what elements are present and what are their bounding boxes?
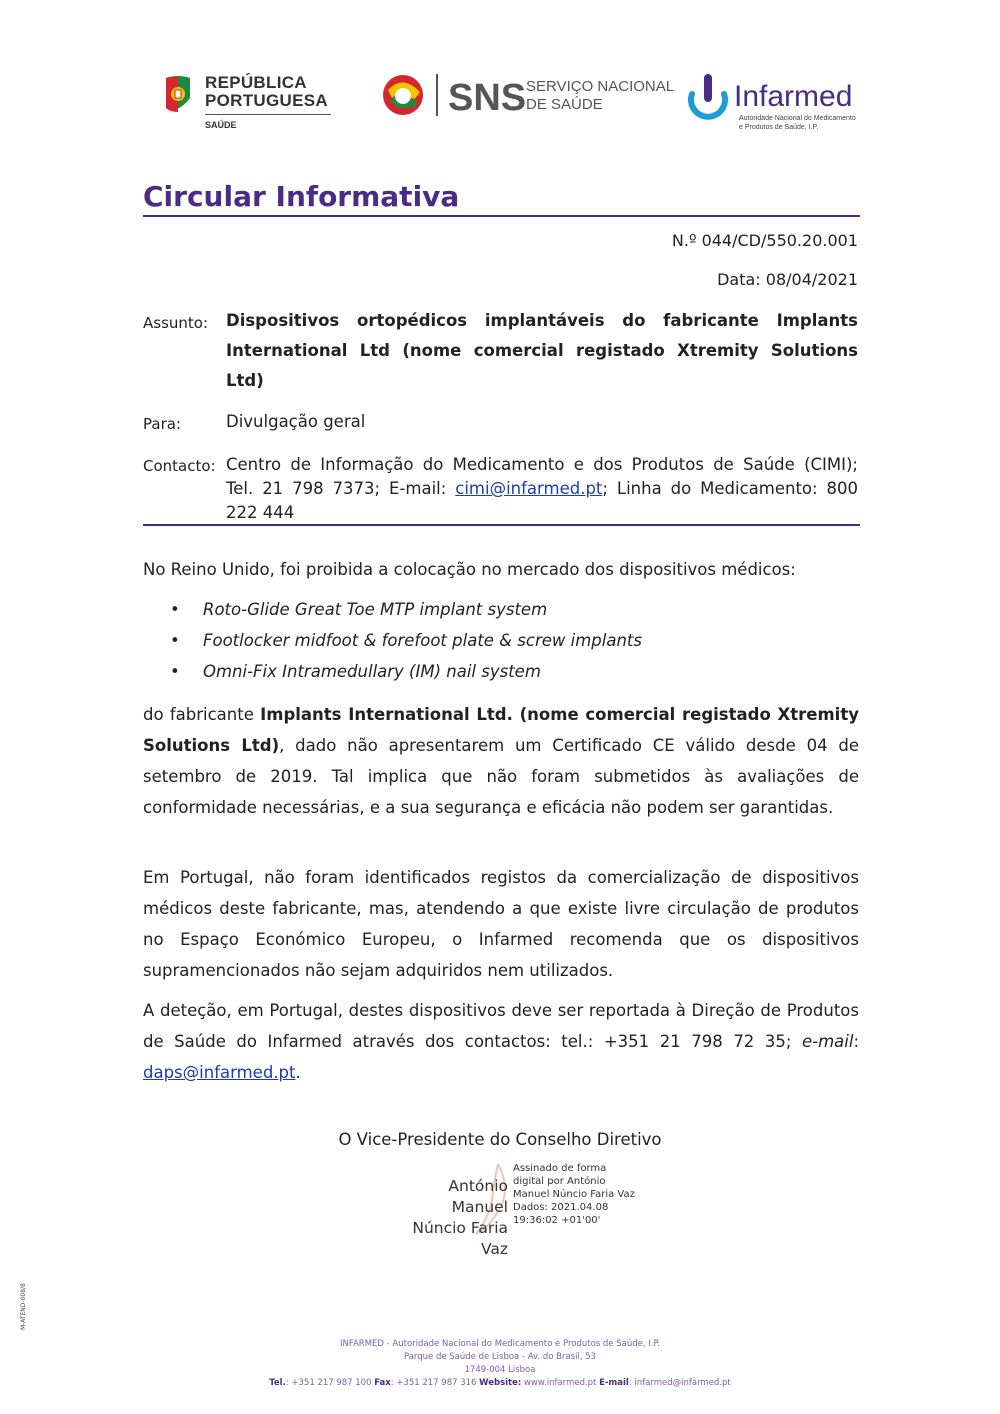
assunto-line2: International Ltd (nome comercial registado Xtremity Solutions	[226, 341, 858, 360]
rp-line1: REPÚBLICA	[205, 73, 307, 92]
sns-logo	[380, 70, 675, 120]
para-value: Divulgação geral	[226, 412, 366, 431]
assunto-line1: Dispositivos ortopédicos implantáveis do fabricante Implants	[226, 311, 858, 330]
cimi-email-link[interactable]: cimi@infarmed.pt	[455, 479, 603, 498]
title-divider	[143, 215, 860, 217]
infarmed-line2: e Produtos de Saúde, I.P.	[739, 124, 819, 131]
infarmed-logo	[688, 72, 868, 142]
manufacturer-paragraph: do fabricante Implants International Ltd. (nome comercial registado Xtremity Solutions Ltd), dado não apresentarem um Certificado CE válido desde 04 de setembro de 2019. Tal implica que não foram submetidos às avaliações de conformidade necessárias, e a sua segurança e eficácia não podem ser garantidas.	[143, 705, 859, 817]
republica-portuguesa-logo	[160, 72, 340, 134]
rp-line2: PORTUGUESA	[205, 91, 328, 110]
device-item: • Footlocker midfoot & forefoot plate & screw implants	[170, 625, 860, 656]
header-divider	[143, 524, 860, 526]
para-label: Para:	[143, 415, 181, 433]
footer-contacts: Tel.: +351 217 987 100 Fax: +351 217 987 316 Website: www.infarmed.pt E-mail: infarmed@infarmed.pt	[269, 1378, 731, 1388]
contacto-line2: Tel. 21 798 7373; E-mail: cimi@infarmed.pt; Linha do Medicamento: 800	[226, 479, 858, 498]
device-list	[170, 594, 860, 687]
sns-line1: SERVIÇO NACIONAL	[526, 78, 675, 95]
sns-short: SNS	[448, 77, 527, 119]
device-item: • Roto-Glide Great Toe MTP implant system	[170, 594, 860, 625]
assunto-label: Assunto:	[143, 314, 209, 332]
infarmed-line1: Autoridade Nacional do Medicamento	[739, 115, 856, 122]
circular-number: N.º 044/CD/550.20.001	[671, 231, 858, 250]
circular-date: Data: 08/04/2021	[717, 270, 858, 289]
sns-symbol-icon	[383, 75, 423, 115]
contacto-value	[226, 453, 858, 525]
page-title: Circular Informativa	[143, 180, 460, 213]
footer	[0, 1338, 1000, 1390]
portugal-emblem-icon	[160, 74, 194, 114]
footer-line3: 1749-004 Lisboa	[464, 1365, 536, 1375]
rp-sub: SAÚDE	[205, 120, 237, 130]
assunto-line3: Ltd)	[226, 371, 264, 390]
digital-signature-info: Assinado de forma digital por António Manuel Núncio Faria Vaz Dados: 2021.04.08 19:36:02 +01'00'	[513, 1163, 635, 1226]
contacto-line1: Centro de Informação do Medicamento e dos Produtos de Saúde (CIMI);	[226, 455, 858, 474]
contacto-line3: 222 444	[226, 503, 295, 522]
rp-divider	[205, 114, 331, 115]
portugal-paragraph: Em Portugal, não foram identificados registos da comercialização de dispositivos médicos deste fabricante, mas, atendendo a que existe livre circulação de produtos no Espaço Económico Europeu, o Infarmed recomenda que os dispositivos supramencionados não sejam adquiridos nem utilizados.	[143, 868, 859, 980]
assunto-value	[226, 306, 858, 396]
signatory-role: O Vice-Presidente do Conselho Diretivo	[338, 1130, 662, 1149]
intro-paragraph: No Reino Unido, foi proibida a colocação no mercado dos dispositivos médicos:	[143, 560, 796, 579]
footer-line1: INFARMED - Autoridade Nacional do Medicamento e Produtos de Saúde, I.P.	[340, 1339, 660, 1349]
footer-line2: Parque de Saúde de Lisboa - Av. do Brasil, 53	[403, 1352, 597, 1362]
signatory-name: António Manuel Núncio Faria Vaz	[412, 1177, 508, 1258]
sns-line2: DE SAÚDE	[526, 96, 603, 113]
manufacturer-name: Implants International Ltd. (nome comercial registado Xtremity Solutions Ltd)	[143, 705, 859, 755]
daps-email-link[interactable]: daps@infarmed.pt	[143, 1063, 296, 1082]
report-paragraph: A deteção, em Portugal, destes dispositivos deve ser reportada à Direção de Produtos de Saúde do Infarmed através dos contactos: tel.: +351 21 798 72 35; e-mail: daps@infarmed.pt.	[143, 1001, 859, 1082]
infarmed-symbol-icon	[691, 74, 725, 117]
infarmed-name: Infarmed	[734, 80, 853, 113]
contacto-label: Contacto:	[143, 457, 216, 475]
device-item: • Omni-Fix Intramedullary (IM) nail system	[170, 656, 860, 687]
form-code: M-ATEND-008/8	[20, 1283, 27, 1330]
